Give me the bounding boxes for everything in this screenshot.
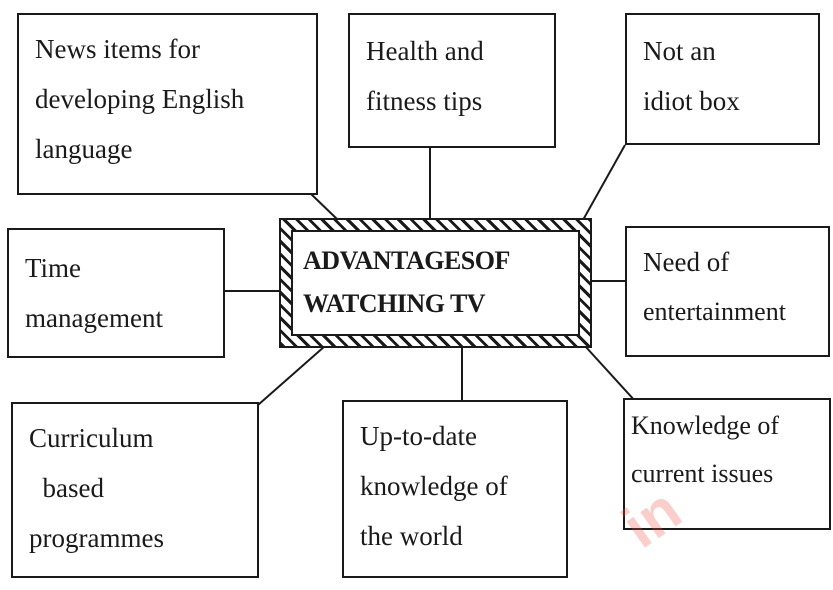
connector-idiot (583, 145, 625, 220)
box-line: News items for (35, 34, 200, 64)
watermark: in (610, 475, 693, 561)
box-news-items (17, 13, 318, 195)
box-line: based (29, 472, 104, 503)
connector-curriculum (258, 346, 325, 405)
box-line: fitness tips (366, 85, 483, 116)
box-line: programmes (29, 522, 164, 553)
box-up-to-date-knowledge (342, 400, 568, 578)
box-line: entertainment (643, 296, 786, 326)
central-topic (291, 230, 580, 336)
box-line: current issues (631, 459, 774, 489)
box-need-entertainment (625, 226, 830, 357)
box-line: Health and (366, 36, 484, 66)
box-line: language (35, 133, 133, 164)
box-line: Knowledge of (631, 411, 780, 440)
central-topic-frame (279, 218, 592, 348)
box-line: Curriculum (29, 423, 154, 453)
box-line: Time (25, 253, 82, 283)
connector-news (310, 193, 338, 220)
box-time-management (7, 228, 225, 358)
box-line: developing English (35, 83, 245, 114)
box-line: Need of (643, 247, 730, 277)
box-not-idiot-box (625, 13, 820, 145)
box-line: Up-to-date (360, 421, 477, 451)
box-line: the world (360, 520, 463, 551)
box-line: idiot box (643, 85, 740, 116)
box-curriculum-programmes (11, 402, 259, 578)
box-health-fitness (348, 13, 556, 148)
box-line: management (25, 302, 163, 333)
box-line: knowledge of (360, 470, 508, 501)
central-topic-line: WATCHING TV (303, 289, 486, 318)
box-line: Not an (643, 36, 716, 66)
central-topic-line: ADVANTAGESOF (303, 246, 510, 276)
